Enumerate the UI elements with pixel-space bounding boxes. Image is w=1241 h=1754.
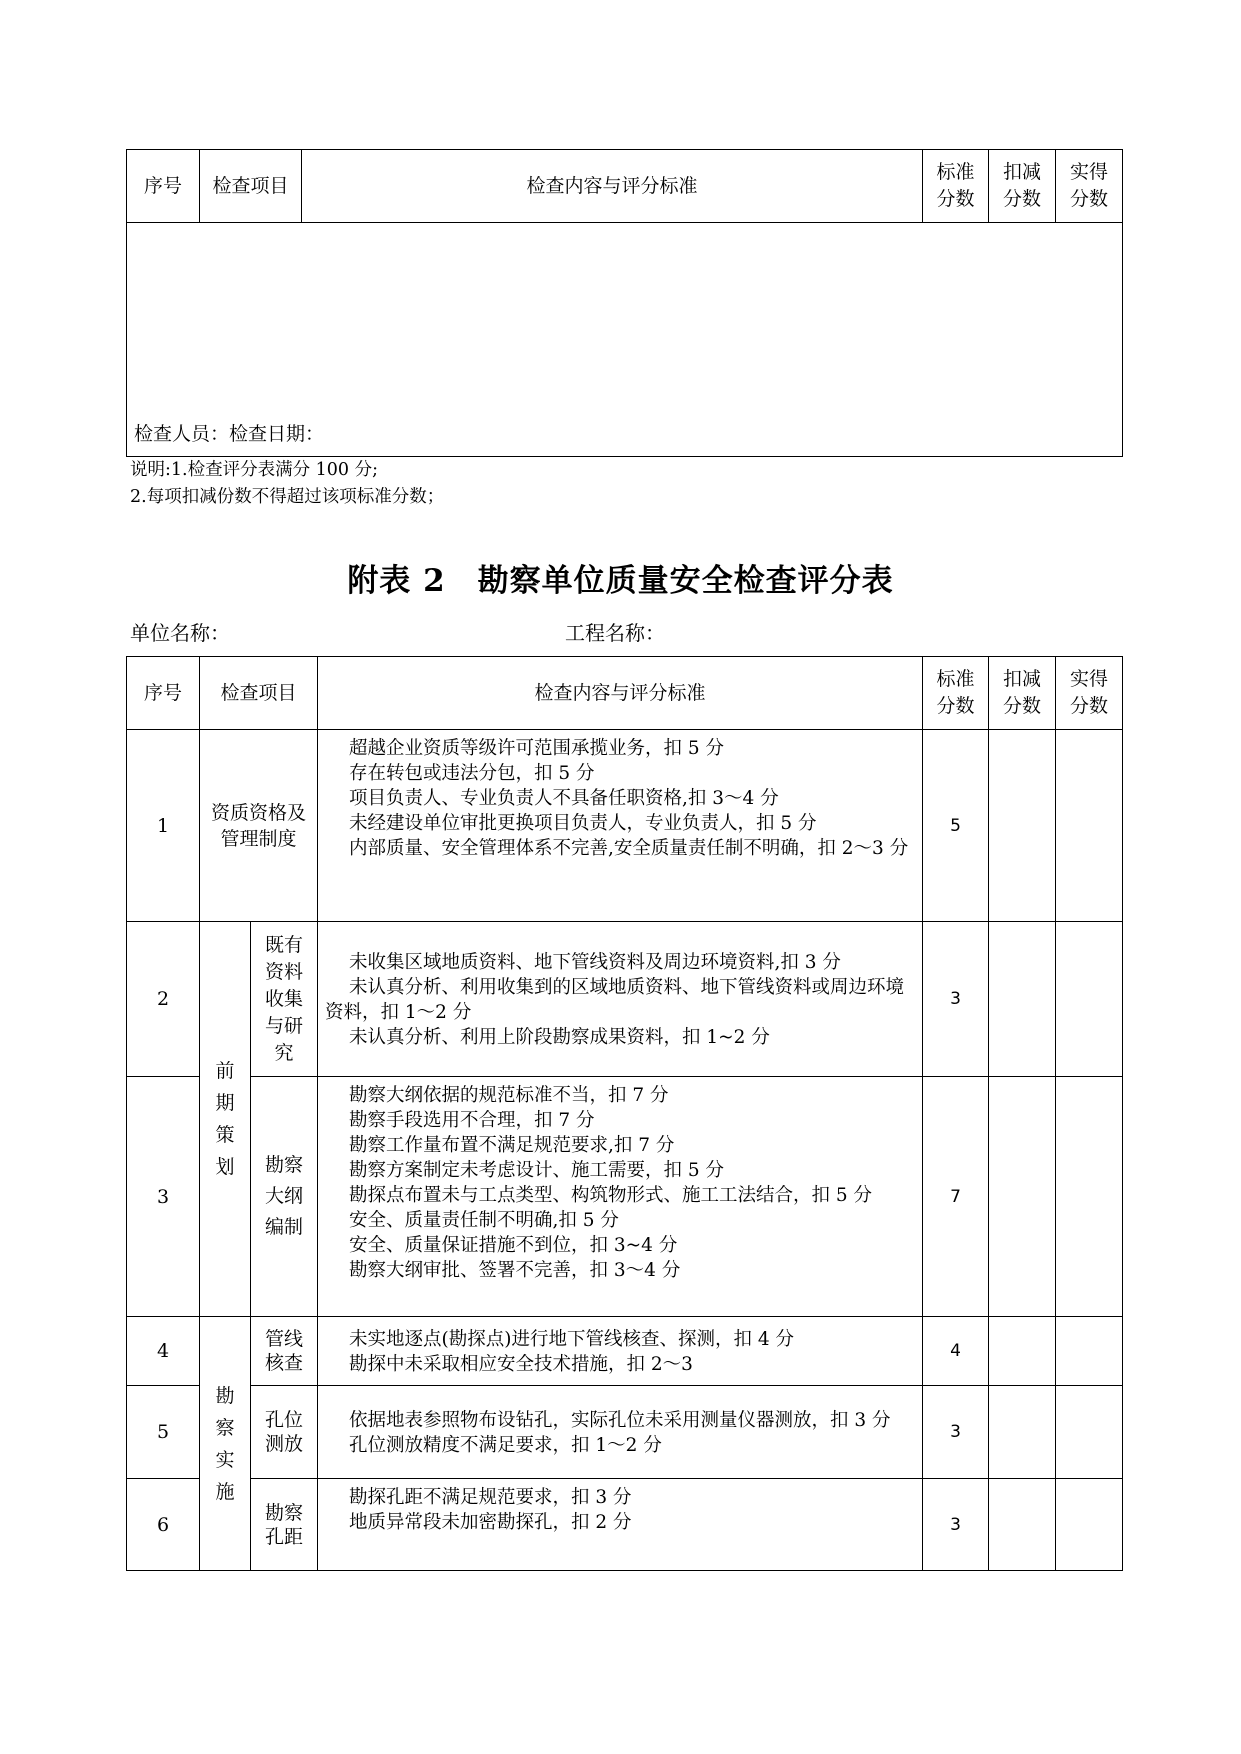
row-item: 勘察孔距 [251, 1479, 318, 1571]
row-standard-score: 4 [923, 1317, 989, 1386]
row-actual-cell[interactable] [1056, 1317, 1123, 1386]
row-actual-cell[interactable] [1056, 730, 1123, 922]
row-content: 未实地逐点(勘探点)进行地下管线核查、探测，扣 4 分 勘探中未采取相应安全技术措施，扣 2～3 [318, 1317, 923, 1386]
header-content: 检查内容与评分标准 [318, 657, 923, 730]
row-seq: 5 [127, 1386, 200, 1479]
survey-unit-score-table [126, 656, 1123, 1571]
row-standard-score: 7 [923, 1077, 989, 1317]
page-title: 附表 2 勘察单位质量安全检查评分表 [347, 563, 894, 599]
row-standard-score: 5 [923, 730, 989, 922]
row-item: 既有资料收集与研究 [251, 922, 318, 1077]
header-item: 检查项目 [200, 657, 318, 730]
row-actual-cell[interactable] [1056, 922, 1123, 1077]
row-standard-score: 3 [923, 1386, 989, 1479]
row-standard-score: 3 [923, 1479, 989, 1571]
row-actual-cell[interactable] [1056, 1386, 1123, 1479]
header-standard-score: 标准 分数 [923, 657, 989, 730]
previous-score-table [126, 149, 1123, 457]
row-seq: 3 [127, 1077, 200, 1317]
row-deduction-cell[interactable] [989, 1317, 1056, 1386]
header-standard-score: 标准 分数 [923, 150, 989, 223]
project-name-label: 工程名称： [565, 621, 665, 645]
row-standard-score: 3 [923, 922, 989, 1077]
inspector-signature-line: 检查人员：检查日期： [127, 223, 1123, 457]
row-seq: 6 [127, 1479, 200, 1571]
row-item: 孔位测放 [251, 1386, 318, 1479]
group-planning: 前期策划 [200, 922, 251, 1317]
row-actual-cell[interactable] [1056, 1479, 1123, 1571]
table-row [127, 1077, 1123, 1317]
header-actual-score: 实得 分数 [1056, 150, 1123, 223]
row-actual-cell[interactable] [1056, 1077, 1123, 1317]
table-row [127, 1317, 1123, 1386]
table-row [127, 1386, 1123, 1479]
row-deduction-cell[interactable] [989, 730, 1056, 922]
row-seq: 4 [127, 1317, 200, 1386]
row-content: 勘察大纲依据的规范标准不当，扣 7 分 勘察手段选用不合理，扣 7 分 勘察工作量布置不满足规范要求,扣 7 分 勘察方案制定未考虑设计、施工需要，扣 5 分 勘探点布置未与工点类型、构筑物形式、施工工法结合，扣 5 分 安全、质量责任制不明确,扣 5 分 安全、质量保证措施不到位，扣 3~4 分 勘察大纲审批、签署不完善，扣 3～4 分 [318, 1077, 923, 1317]
row-seq: 1 [127, 730, 200, 922]
header-content: 检查内容与评分标准 [302, 150, 923, 223]
row-seq: 2 [127, 922, 200, 1077]
table-row [127, 730, 1123, 922]
row-content: 依据地表参照物布设钻孔，实际孔位未采用测量仪器测放，扣 3 分 孔位测放精度不满足要求，扣 1～2 分 [318, 1386, 923, 1479]
row-content: 超越企业资质等级许可范围承揽业务，扣 5 分 存在转包或违法分包，扣 5 分 项目负责人、专业负责人不具备任职资格,扣 3～4 分 未经建设单位审批更换项目负责人，专业负责人，扣 5 分 内部质量、安全管理体系不完善,安全质量责任制不明确，扣 2～3 分 [318, 730, 923, 922]
header-seq: 序号 [127, 657, 200, 730]
row-deduction-cell[interactable] [989, 1386, 1056, 1479]
note-line-2: 2.每项扣减份数不得超过该项标准分数； [130, 487, 445, 507]
row-deduction-cell[interactable] [989, 922, 1056, 1077]
row-deduction-cell[interactable] [989, 1077, 1056, 1317]
row-content: 未收集区域地质资料、地下管线资料及周边环境资料,扣 3 分 未认真分析、利用收集到的区域地质资料、地下管线资料或周边环境资料，扣 1～2 分 未认真分析、利用上阶段勘察成果资料，扣 1~2 分 [318, 922, 923, 1077]
row-item: 资质资格及管理制度 [200, 730, 318, 922]
header-item: 检查项目 [200, 150, 302, 223]
row-item: 管线核查 [251, 1317, 318, 1386]
header-actual-score: 实得 分数 [1056, 657, 1123, 730]
table-row [127, 922, 1123, 1077]
header-deduction-score: 扣减 分数 [989, 657, 1056, 730]
table-row [127, 1479, 1123, 1571]
unit-name-label: 单位名称： [130, 621, 230, 645]
header-deduction-score: 扣减 分数 [989, 150, 1056, 223]
header-seq: 序号 [127, 150, 200, 223]
row-content: 勘探孔距不满足规范要求，扣 3 分 地质异常段未加密勘探孔，扣 2 分 [318, 1479, 923, 1571]
row-item: 勘察大纲编制 [251, 1077, 318, 1317]
group-implementation: 勘察实施 [200, 1317, 251, 1571]
note-line-1: 说明:1.检查评分表满分 100 分; [130, 460, 379, 480]
row-deduction-cell[interactable] [989, 1479, 1056, 1571]
